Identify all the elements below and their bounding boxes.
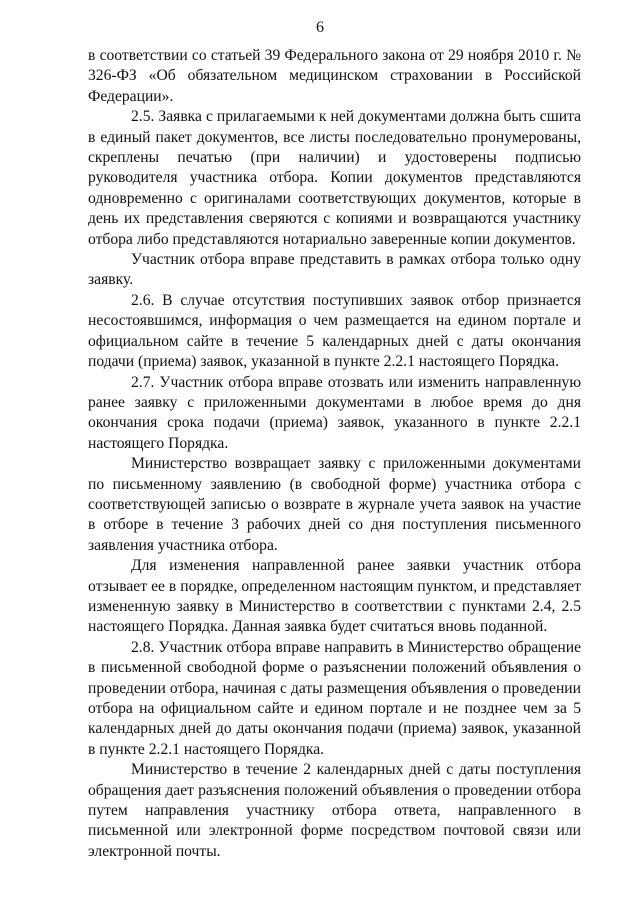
page-number: 6: [316, 19, 324, 36]
paragraph-2-7: 2.7. Участник отбора вправе отозвать или изменить направленную ранее заявку с приложенными документами в любое время до дня окончания срока подачи (приема) заявок, указанного в пункте 2.2.1 настоящего Порядка.: [88, 373, 581, 452]
document-body: [88, 46, 581, 862]
paragraph-ministry-returns: Министерство возвращает заявку с приложенными документами по письменному заявлению (в свободной форме) участника отбора с соответствующей записью о возврате в журнале учета заявок на участие в отборе в течение 3 рабочих дней со дня поступления письменного заявления участника отбора.: [88, 455, 581, 554]
paragraph-change-application: Для изменения направленной ранее заявки участник отбора отзывает ее в порядке, определенном настоящим пунктом, и представляет измененную заявку в Министерство в соответствии с пунктами 2.4, 2.5 настоящего Порядка. Данная заявка будет считаться вновь поданной.: [88, 557, 581, 636]
paragraph-2-6: 2.6. В случае отсутствия поступивших заявок отбор признается несостоявшимся, информация о чем размещается на едином портале и официальном сайте в течение 5 календарных дней с даты окончания подачи (приема) заявок, указанной в пункте 2.2.1 настоящего Порядка.: [88, 291, 581, 371]
paragraph-1: в соответствии со статьей 39 Федерального закона от 29 ноября 2010 г. № 326-ФЗ «Об обязательном медицинском страховании в Российской Федерации».: [88, 47, 581, 105]
paragraph-one-application: Участник отбора вправе представить в рамках отбора только одну заявку.: [88, 251, 581, 289]
paragraph-2-8: 2.8. Участник отбора вправе направить в Министерство обращение в письменной свободной форме о разъяснении положений объявления о проведении отбора, начиная с даты размещения объявления о проведении отбора на официальном сайте и едином портале и не позднее чем за 5 календарных дней до даты окончания подачи (приема) заявок, указанной в пункте 2.2.1 настоящего Порядка.: [88, 638, 581, 758]
paragraph-ministry-clarifies: Министерство в течение 2 календарных дней с даты поступления обращения дает разъяснения положений объявления о проведении отбора путем направления участнику отбора ответа, направленного в письменной или электронной форме посредством почтовой связи или электронной почты.: [88, 761, 581, 860]
paragraph-2-5: 2.5. Заявка с прилагаемыми к ней документами должна быть сшита в единый пакет документов, все листы последовательно пронумерованы, скреплены печатью (при наличии) и удостоверены подписью руководителя участника отбора. Копии документов представляются одновременно с оригиналами соответствующих документов, которые в день их представления сверяются с копиями и возвращаются участнику отбора либо представляются нотариально заверенные копии документов.: [88, 108, 581, 248]
